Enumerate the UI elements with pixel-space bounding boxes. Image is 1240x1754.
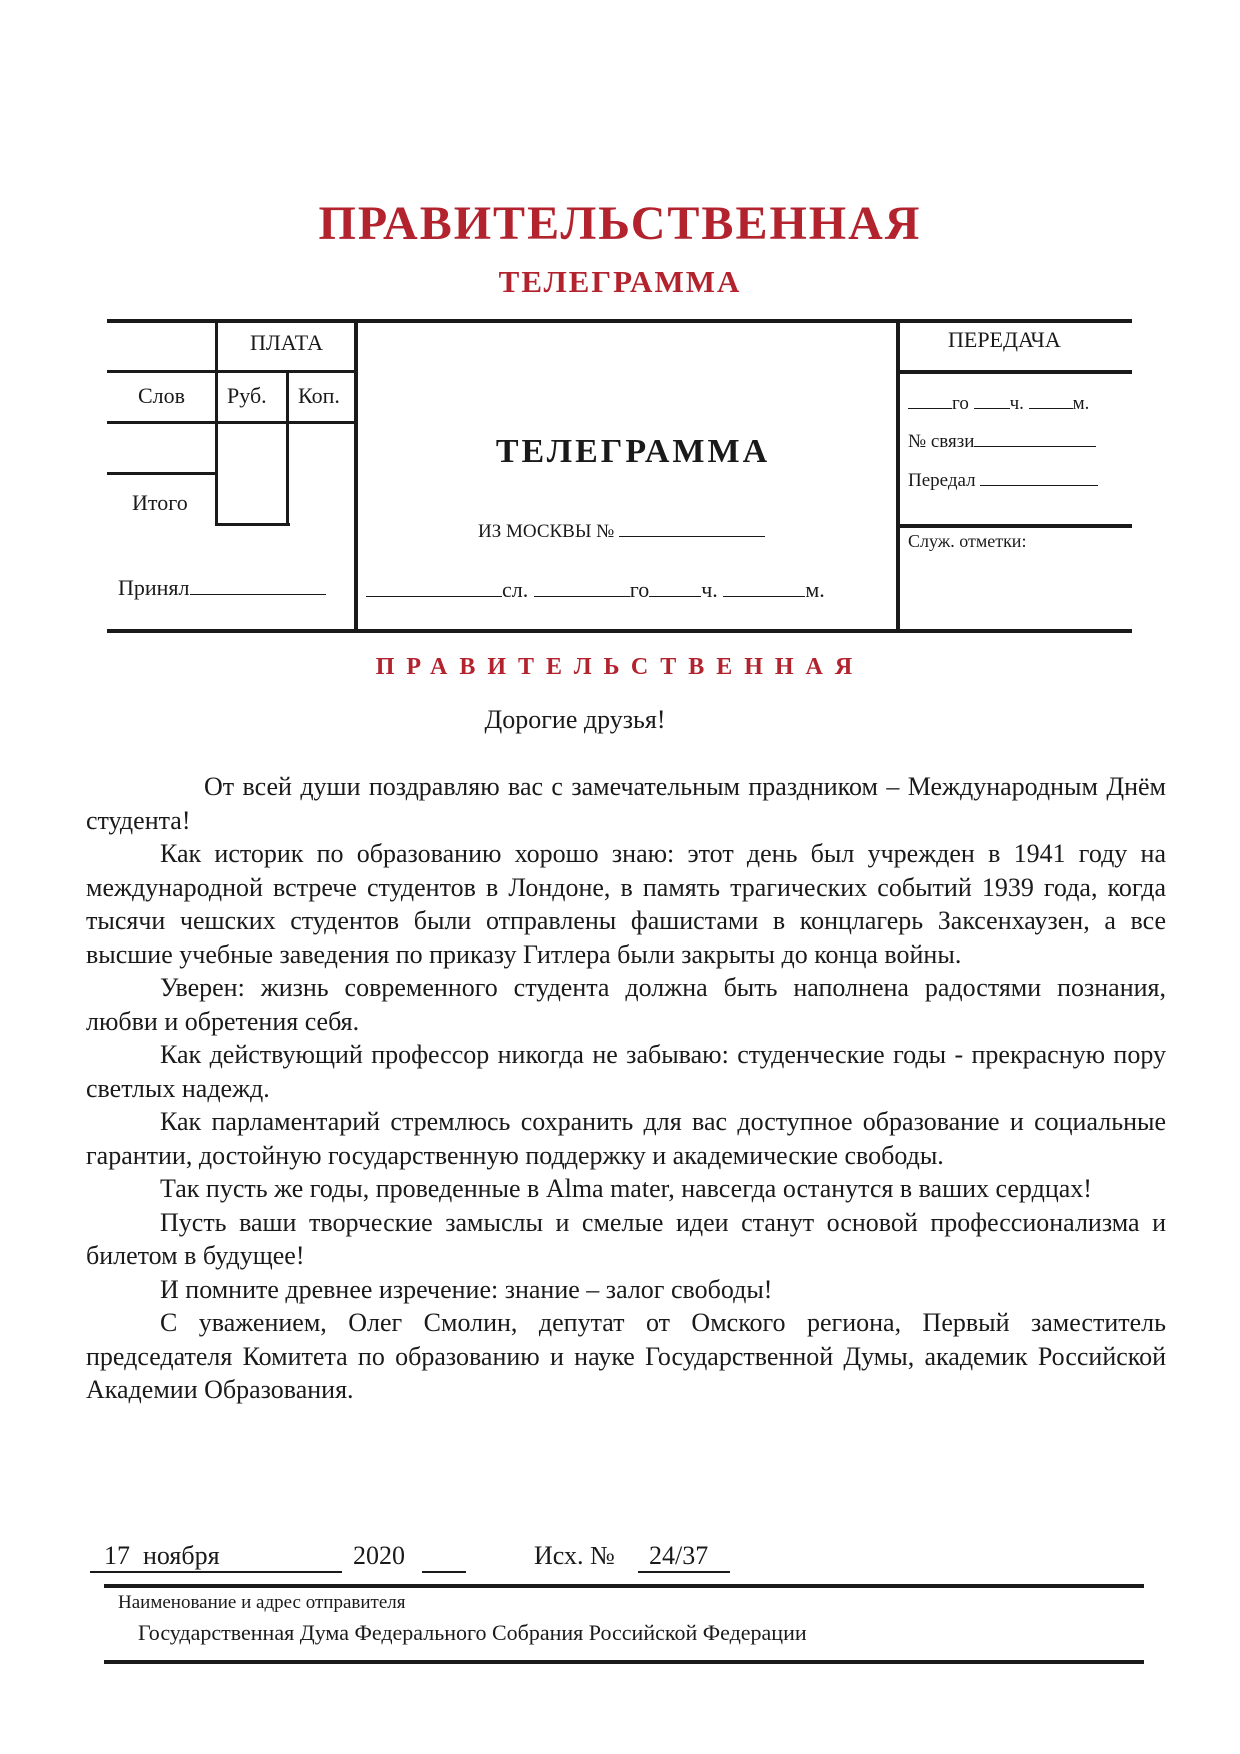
transmission-header: ПЕРЕДАЧА	[948, 327, 1061, 352]
sender-top-rule	[104, 1584, 1144, 1588]
kop-label: Коп.	[298, 383, 340, 408]
sender-bottom-rule	[104, 1660, 1144, 1664]
payment-grid-line	[107, 472, 217, 475]
sender-label: Наименование и адрес отправителя	[118, 1592, 406, 1613]
from-number-blank	[619, 516, 765, 537]
letter-paragraph: От всей души поздравляю вас с замечательным праздником – Международным Днём студента!	[86, 772, 1166, 835]
trans-m-label: м.	[1072, 393, 1090, 414]
sent-by-line	[908, 465, 1098, 492]
from-moscow-line	[478, 516, 765, 543]
link-no-blank	[974, 426, 1096, 447]
letter-paragraph: Как действующий профессор никогда не забываю: студенческие годы - прекрасную пору светлых надежд.	[86, 1040, 1166, 1103]
letter-paragraph: И помните древнее изречение: знание – залог свободы!	[160, 1274, 773, 1304]
trans-blank	[908, 388, 952, 409]
trans-blank	[1029, 388, 1073, 409]
transmission-rule	[898, 370, 1132, 374]
transmission-time-line	[908, 388, 1089, 415]
from-label: ИЗ МОСКВЫ №	[478, 521, 615, 542]
footer-date-day: 17 ноября	[104, 1541, 220, 1570]
greeting: Дорогие друзья!	[484, 705, 666, 734]
footer-outgoing-number: 24/37	[649, 1541, 709, 1570]
received-label	[118, 574, 326, 601]
time-ch-label: ч.	[701, 577, 718, 602]
document-title: ПРАВИТЕЛЬСТВЕННАЯ	[318, 197, 922, 250]
footer-number-underline	[638, 1571, 730, 1573]
letter-body	[86, 770, 1166, 1407]
letter-paragraph: Как историк по образованию хорошо знаю: этот день был учрежден в 1941 году на международной встрече студентов в Лондоне, в память трагических событий 1939 года, когда тысячи чешских студентов были отправлены фашистами в концлагерь Заксенхаузен, а все высшие учебные заведения по приказу Гитлера были закрыты до конца войны.	[86, 839, 1166, 969]
time-line	[366, 576, 825, 603]
time-m-label: м.	[805, 577, 825, 602]
total-label: Итого	[132, 490, 188, 515]
form-divider-left	[354, 321, 358, 631]
trans-blank	[974, 388, 1010, 409]
telegram-center-title: ТЕЛЕГРАММА	[495, 433, 771, 470]
letter-paragraph: Пусть ваши творческие замыслы и смелые идеи станут основой профессионализма и билетом в будущее!	[86, 1207, 1166, 1270]
time-blank	[723, 576, 805, 597]
bottom-banner: ПРАВИТЕЛЬСТВЕННАЯ	[375, 654, 865, 680]
received-blank	[190, 574, 326, 595]
received-label-text: Принял	[118, 575, 190, 600]
service-marks-label: Служ. отметки:	[908, 531, 1027, 551]
words-label: Слов	[138, 383, 186, 408]
form-divider-right	[896, 321, 900, 631]
rub-label: Руб.	[227, 383, 267, 408]
footer-date-year: 2020	[353, 1541, 405, 1570]
time-go-label: го	[629, 577, 650, 602]
footer-date-underline	[90, 1571, 342, 1573]
transmission-rule	[898, 524, 1132, 528]
payment-grid-line	[215, 370, 356, 373]
footer-outgoing-label: Исх. №	[534, 1541, 615, 1570]
payment-header: ПЛАТА	[250, 330, 323, 355]
payment-grid-line	[215, 523, 290, 526]
link-number-line	[908, 426, 1096, 453]
letter-paragraph: Как парламентарий стремлюсь сохранить для вас доступное образование и социальные гарантии, достойную государственную поддержку и академические свободы.	[86, 1107, 1166, 1170]
sender-name: Государственная Дума Федерального Собрания Российской Федерации	[138, 1620, 807, 1645]
payment-grid-line	[107, 421, 356, 424]
time-blank	[649, 576, 701, 597]
trans-go-label: го	[952, 393, 969, 414]
sent-by-blank	[980, 465, 1098, 486]
trans-ch-label: ч.	[1009, 393, 1024, 414]
time-sl-label: сл.	[502, 577, 529, 602]
link-no-label: № связи	[908, 431, 975, 452]
payment-grid-line	[286, 372, 289, 526]
payment-grid-line	[107, 370, 217, 373]
sent-by-label: Передал	[908, 470, 976, 491]
letter-paragraph: Так пусть же годы, проведенные в Alma mater, навсегда останутся в ваших сердцах!	[160, 1174, 1092, 1203]
footer-year-underline	[422, 1571, 466, 1573]
time-blank	[366, 576, 502, 597]
form-bottom-rule	[107, 629, 1132, 633]
time-blank	[534, 576, 630, 597]
letter-paragraph: С уважением, Олег Смолин, депутат от Омского региона, Первый заместитель председателя Комитета по образованию и науке Государственной Думы, академик Российской Академии Образования.	[86, 1308, 1166, 1404]
letter-paragraph: Уверен: жизнь современного студента должна быть наполнена радостями познания, любви и обретения себя.	[86, 973, 1166, 1036]
document-subtitle: ТЕЛЕГРАММА	[498, 264, 742, 299]
form-top-rule	[107, 319, 1132, 323]
